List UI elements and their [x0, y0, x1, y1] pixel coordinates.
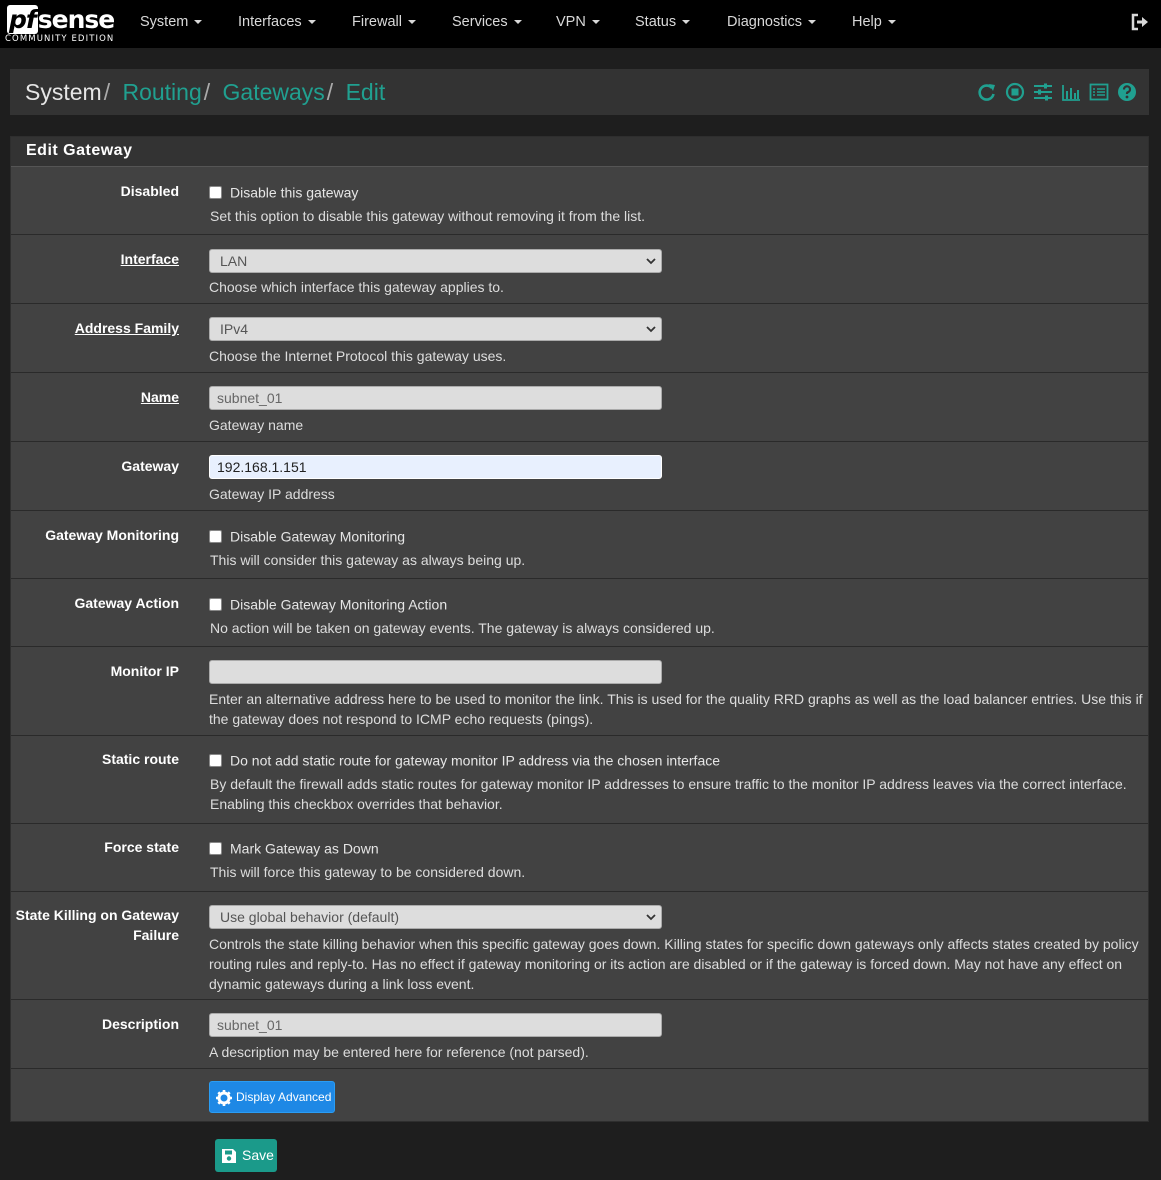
- nav-system-label: System: [140, 14, 189, 30]
- interface-select[interactable]: [209, 249, 662, 273]
- logout-icon[interactable]: [1130, 12, 1150, 32]
- row-gateway: [11, 442, 1148, 511]
- gateway-monitoring-checkbox-label[interactable]: Disable Gateway Monitoring: [230, 528, 406, 545]
- gateway-action-checkbox-label[interactable]: Disable Gateway Monitoring Action: [230, 596, 448, 613]
- nav-interfaces[interactable]: [238, 0, 316, 44]
- page-toolbar: [977, 82, 1137, 102]
- static-route-label: Static route: [101, 751, 179, 767]
- state-killing-label: [16, 905, 179, 945]
- pfsense-logo[interactable]: [5, 5, 113, 45]
- state-killing-label-line2: Failure: [133, 927, 179, 943]
- gateway-monitoring-label: Gateway Monitoring: [45, 527, 179, 543]
- gateway-monitoring-checkbox[interactable]: [209, 530, 222, 543]
- row-monitor-ip: [11, 647, 1148, 736]
- static-route-checkbox[interactable]: [209, 754, 222, 767]
- edit-gateway-panel: [10, 136, 1149, 1122]
- row-force-state: [11, 824, 1148, 892]
- breadcrumb-routing[interactable]: Routing: [122, 79, 202, 105]
- row-gateway-action: [11, 579, 1148, 647]
- interface-select-value: LAN: [220, 253, 248, 269]
- monitor-ip-input[interactable]: [209, 660, 662, 684]
- nav-services-label: Services: [452, 14, 508, 30]
- row-gateway-monitoring: [11, 511, 1148, 579]
- address-family-help: Choose the Internet Protocol this gateway uses.: [209, 348, 507, 364]
- chevron-down-icon: [646, 912, 656, 922]
- gateway-monitoring-help: This will consider this gateway as always being up.: [210, 552, 526, 568]
- caret-down-icon: [682, 20, 690, 24]
- state-killing-label-line1: State Killing on Gateway: [15, 907, 179, 923]
- top-navbar: [0, 0, 1161, 48]
- gateway-action-checkbox-group: [209, 595, 447, 612]
- static-route-checkbox-group: [209, 751, 720, 768]
- disabled-help: Set this option to disable this gateway without removing it from the list.: [210, 208, 645, 224]
- caret-down-icon: [592, 20, 600, 24]
- nav-firewall[interactable]: [352, 0, 416, 44]
- display-advanced-label: Display Advanced: [236, 1090, 332, 1104]
- nav-diagnostics[interactable]: [727, 0, 816, 44]
- nav-vpn-label: VPN: [556, 14, 586, 30]
- nav-vpn[interactable]: [556, 0, 600, 44]
- nav-status-label: Status: [635, 14, 677, 30]
- address-family-label[interactable]: Address Family: [74, 320, 179, 336]
- bar-chart-icon[interactable]: [1061, 82, 1081, 102]
- breadcrumb-separator: /: [203, 79, 211, 105]
- caret-down-icon: [408, 20, 416, 24]
- logo-pf: pf: [9, 5, 36, 34]
- chevron-down-icon: [646, 256, 656, 266]
- logo-sense: sense: [37, 5, 115, 34]
- monitor-ip-label: Monitor IP: [110, 663, 179, 679]
- nav-services[interactable]: [452, 0, 522, 44]
- force-state-help: This will force this gateway to be considered down.: [210, 864, 526, 880]
- breadcrumb-separator: /: [103, 79, 111, 105]
- row-interface: [11, 235, 1148, 304]
- state-killing-select-value: Use global behavior (default): [220, 909, 399, 925]
- state-killing-select-wrap: [209, 905, 662, 929]
- disabled-checkbox-group: [209, 183, 358, 200]
- description-help: A description may be entered here for reference (not parsed).: [209, 1044, 589, 1060]
- gateway-monitoring-checkbox-group: [209, 527, 405, 544]
- panel-title: Edit Gateway: [11, 137, 1148, 167]
- row-name: [11, 373, 1148, 442]
- name-field-wrap: [209, 386, 662, 410]
- floppy-disk-icon: [221, 1148, 237, 1164]
- row-disabled: [11, 167, 1148, 235]
- caret-down-icon: [808, 20, 816, 24]
- breadcrumb-edit[interactable]: Edit: [345, 79, 386, 105]
- nav-system[interactable]: [140, 0, 202, 44]
- breadcrumb-system: System: [25, 79, 102, 105]
- name-label[interactable]: Name: [140, 389, 179, 405]
- monitor-ip-field-wrap: [209, 660, 662, 684]
- force-state-checkbox-label[interactable]: Mark Gateway as Down: [230, 840, 379, 857]
- gear-icon: [216, 1090, 232, 1106]
- disabled-label: Disabled: [120, 183, 179, 199]
- gateway-field-wrap: [209, 455, 662, 479]
- force-state-checkbox[interactable]: [209, 842, 222, 855]
- nav-help-label: Help: [852, 14, 882, 30]
- gateway-action-checkbox[interactable]: [209, 598, 222, 611]
- nav-help[interactable]: [852, 0, 896, 44]
- nav-firewall-label: Firewall: [352, 14, 402, 30]
- state-killing-help: Controls the state killing behavior when this specific gateway goes down. Killing states for specific down gateways only affects states created by policy routing rules and reply-to. Has no effect if gateway monitoring or its action are disabled or if the gateway is forced down. May not have any effect on dynamic gateways during a link loss event.: [209, 936, 1139, 992]
- monitor-ip-help: Enter an alternative address here to be used to monitor the link. This is used for the quality RRD graphs as well as the load balancer entries. Use this if the gateway does not respond to ICMP echo requests (pings).: [209, 691, 1143, 727]
- interface-label[interactable]: Interface: [120, 251, 179, 267]
- static-route-help: By default the firewall adds static routes for gateway monitor IP addresses to ensure traffic to the monitor IP address leaves via the correct interface. Enabling this checkbox overrides that behavior.: [210, 776, 1127, 812]
- caret-down-icon: [308, 20, 316, 24]
- nav-status[interactable]: [635, 0, 690, 44]
- static-route-checkbox-label[interactable]: Do not add static route for gateway monitor IP address via the chosen interface: [230, 752, 721, 769]
- gateway-help: Gateway IP address: [209, 486, 335, 502]
- force-state-checkbox-group: [209, 839, 379, 856]
- display-advanced-button[interactable]: [209, 1081, 335, 1113]
- breadcrumb-bar: [10, 69, 1149, 115]
- address-family-select[interactable]: [209, 317, 662, 341]
- breadcrumb: [25, 79, 385, 106]
- reload-icon[interactable]: [977, 82, 997, 102]
- help-icon[interactable]: [1117, 82, 1137, 102]
- save-button[interactable]: [215, 1139, 277, 1172]
- description-input[interactable]: subnet_01: [209, 1013, 662, 1037]
- address-family-select-value: IPv4: [220, 321, 249, 337]
- address-family-select-wrap: [209, 317, 662, 341]
- description-label: Description: [101, 1016, 179, 1032]
- state-killing-select[interactable]: [209, 905, 662, 929]
- description-field-wrap: [209, 1013, 662, 1037]
- row-advanced: [11, 1069, 1148, 1122]
- gateway-action-help: No action will be taken on gateway events. The gateway is always considered up.: [210, 620, 715, 636]
- breadcrumb-separator: /: [326, 79, 334, 105]
- interface-select-wrap: [209, 249, 662, 273]
- gateway-ip-input[interactable]: 192.168.1.151: [209, 455, 662, 479]
- save-label: Save: [242, 1147, 274, 1163]
- breadcrumb-gateways[interactable]: Gateways: [222, 79, 325, 105]
- row-address-family: [11, 304, 1148, 373]
- gateway-label: Gateway: [121, 458, 179, 474]
- settings-sliders-icon[interactable]: [1033, 82, 1053, 102]
- stop-icon[interactable]: [1005, 82, 1025, 102]
- log-list-icon[interactable]: [1089, 82, 1109, 102]
- name-input[interactable]: subnet_01: [209, 386, 662, 410]
- nav-interfaces-label: Interfaces: [238, 14, 302, 30]
- row-static-route: [11, 736, 1148, 824]
- disabled-checkbox[interactable]: [209, 186, 222, 199]
- row-description: [11, 1000, 1148, 1069]
- row-state-killing: [11, 892, 1148, 1000]
- gateway-action-label: Gateway Action: [74, 595, 179, 611]
- force-state-label: Force state: [104, 839, 179, 855]
- name-help: Gateway name: [209, 417, 304, 433]
- logo-edition: COMMUNITY EDITION: [5, 34, 115, 44]
- interface-help: Choose which interface this gateway applies to.: [209, 279, 504, 295]
- disabled-checkbox-label[interactable]: Disable this gateway: [230, 184, 359, 201]
- chevron-down-icon: [646, 324, 656, 334]
- caret-down-icon: [888, 20, 896, 24]
- caret-down-icon: [194, 20, 202, 24]
- nav-diagnostics-label: Diagnostics: [727, 14, 802, 30]
- caret-down-icon: [514, 20, 522, 24]
